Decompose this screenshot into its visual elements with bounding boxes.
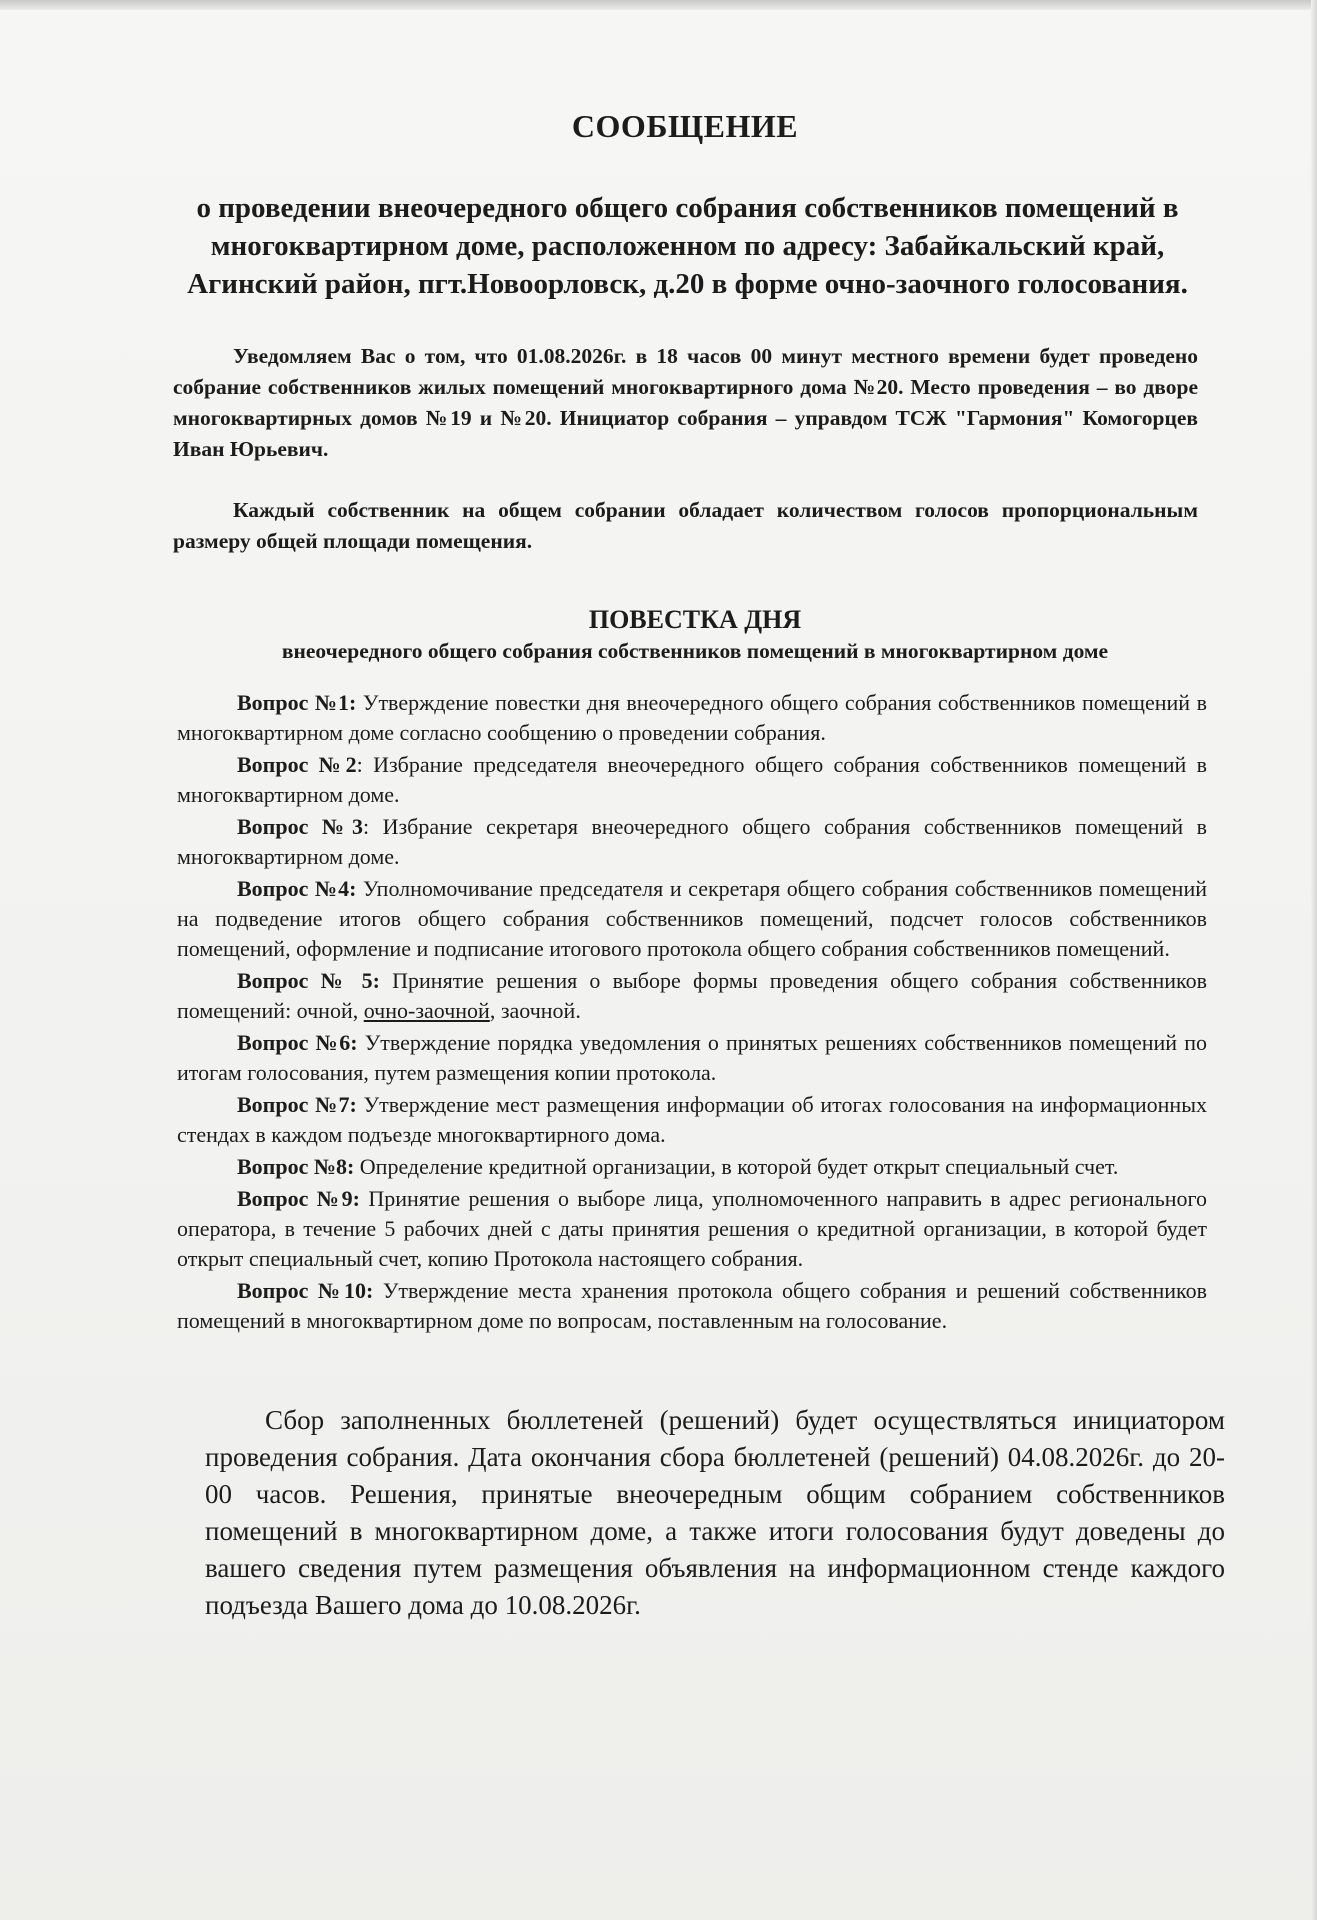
agenda-subtitle: внеочередного общего собрания собственников помещений в многоквартирном доме xyxy=(281,639,1109,663)
agenda-question-10 xyxy=(177,1276,1207,1336)
agenda-question-7 xyxy=(177,1090,1207,1150)
question-label: Вопрос № 5: xyxy=(237,968,380,993)
question-label: Вопрос №9: xyxy=(237,1186,361,1211)
question-text: : Избрание председателя внеочередного общего собрания собственников помещений в многоквартирном доме. xyxy=(177,752,1207,807)
question-text: , заочной. xyxy=(489,998,581,1023)
agenda-question-8 xyxy=(177,1152,1207,1182)
question-text: Уполномочивание председателя и секретаря общего собрания собственников помещений на подведение итогов общего собрания собственников помещений, подсчет голосов собственников помещений, оформление и подписание итогового протокола общего собрания собственников помещений. xyxy=(177,876,1207,961)
question-text: Утверждение места хранения протокола общего собрания и решений собственников помещений в многоквартирном доме по вопросам, поставленным на голосование. xyxy=(177,1278,1207,1333)
question-text: Определение кредитной организации, в которой будет открыт специальный счет. xyxy=(354,1154,1119,1179)
agenda-question-6 xyxy=(177,1028,1207,1088)
paper-top-edge xyxy=(0,0,1317,10)
document-subtitle: о проведении внеочередного общего собрания собственников помещений в многоквартирном доме, расположенном по адресу: Забайкальский край, Агинский район, пгт.Новоорловск, д.20 в форме очно-заочного голосования. xyxy=(187,192,1188,300)
question-text: Утверждение повестки дня внеочередного общего собрания собственников помещений в многоквартирном доме согласно сообщению о проведении собрания. xyxy=(177,690,1207,745)
question-label: Вопрос №1: xyxy=(237,690,357,715)
agenda-question-3 xyxy=(177,812,1207,872)
question-label: Вопрос №6: xyxy=(237,1030,358,1055)
agenda-title: ПОВЕСТКА ДНЯ xyxy=(588,605,802,634)
question-text: Принятие решения о выборе лица, уполномоченного направить в адрес регионального оператора, в течение 5 рабочих дней с даты принятия решения о кредитной организации, в которой будет открыт специальный счет, копию Протокола настоящего собрания. xyxy=(177,1186,1207,1271)
question-label: Вопрос №4: xyxy=(237,876,357,901)
agenda-question-9 xyxy=(177,1184,1207,1274)
question-label: Вопрос №2 xyxy=(237,752,357,777)
question-text: Утверждение мест размещения информации об итогах голосования на информационных стендах в каждом подъезде многоквартирного дома. xyxy=(177,1092,1207,1147)
question-label: Вопрос №7: xyxy=(237,1092,357,1117)
agenda-question-2 xyxy=(177,750,1207,810)
agenda-question-1 xyxy=(177,688,1207,748)
document-title: СООБЩЕНИЕ xyxy=(571,108,799,144)
agenda-list xyxy=(165,688,1205,1336)
question-label: Вопрос №3 xyxy=(237,814,363,839)
question-text: Утверждение порядка уведомления о принятых решениях собственников помещений по итогам голосования, путем размещения копии протокола. xyxy=(177,1030,1207,1085)
question-text-underlined: очно-заочной xyxy=(363,998,490,1023)
agenda-question-5 xyxy=(177,966,1207,1026)
question-text: Принятие решения о выборе формы проведения общего собрания собственников помещений: очной, xyxy=(177,968,1207,1023)
paper-right-edge xyxy=(1311,0,1317,1920)
agenda-question-4 xyxy=(177,874,1207,964)
question-text: : Избрание секретаря внеочередного общего собрания собственников помещений в многоквартирном доме. xyxy=(177,814,1207,869)
closing-paragraph: Сбор заполненных бюллетеней (решений) будет осуществляться инициатором проведения собрания. Дата окончания сбора бюллетеней (решений) 04.08.2026г. до 20-00 часов. Решения, принятые внеочередным общим собранием собственников помещений в многоквартирном доме, а также итоги голосования будут доведены до вашего сведения путем размещения объявления на информационном стенде каждого подъезда Вашего дома до 10.08.2026г. xyxy=(205,1405,1225,1620)
question-label: Вопрос №10: xyxy=(237,1278,374,1303)
question-label: Вопрос №8: xyxy=(237,1154,355,1179)
document-content xyxy=(165,108,1225,1624)
notice-paragraph: Уведомляем Вас о том, что 01.08.2026г. в 18 часов 00 минут местного времени будет проведено собрание собственников жилых помещений многоквартирного дома №20. Место проведения – во дворе многоквартирных домов №19 и №20. Инициатор собрания – управдом ТСЖ "Гармония" Комогорцев Иван Юрьевич. xyxy=(173,344,1198,461)
votes-paragraph: Каждый собственник на общем собрании обладает количеством голосов пропорциональным размеру общей площади помещения. xyxy=(173,498,1198,553)
